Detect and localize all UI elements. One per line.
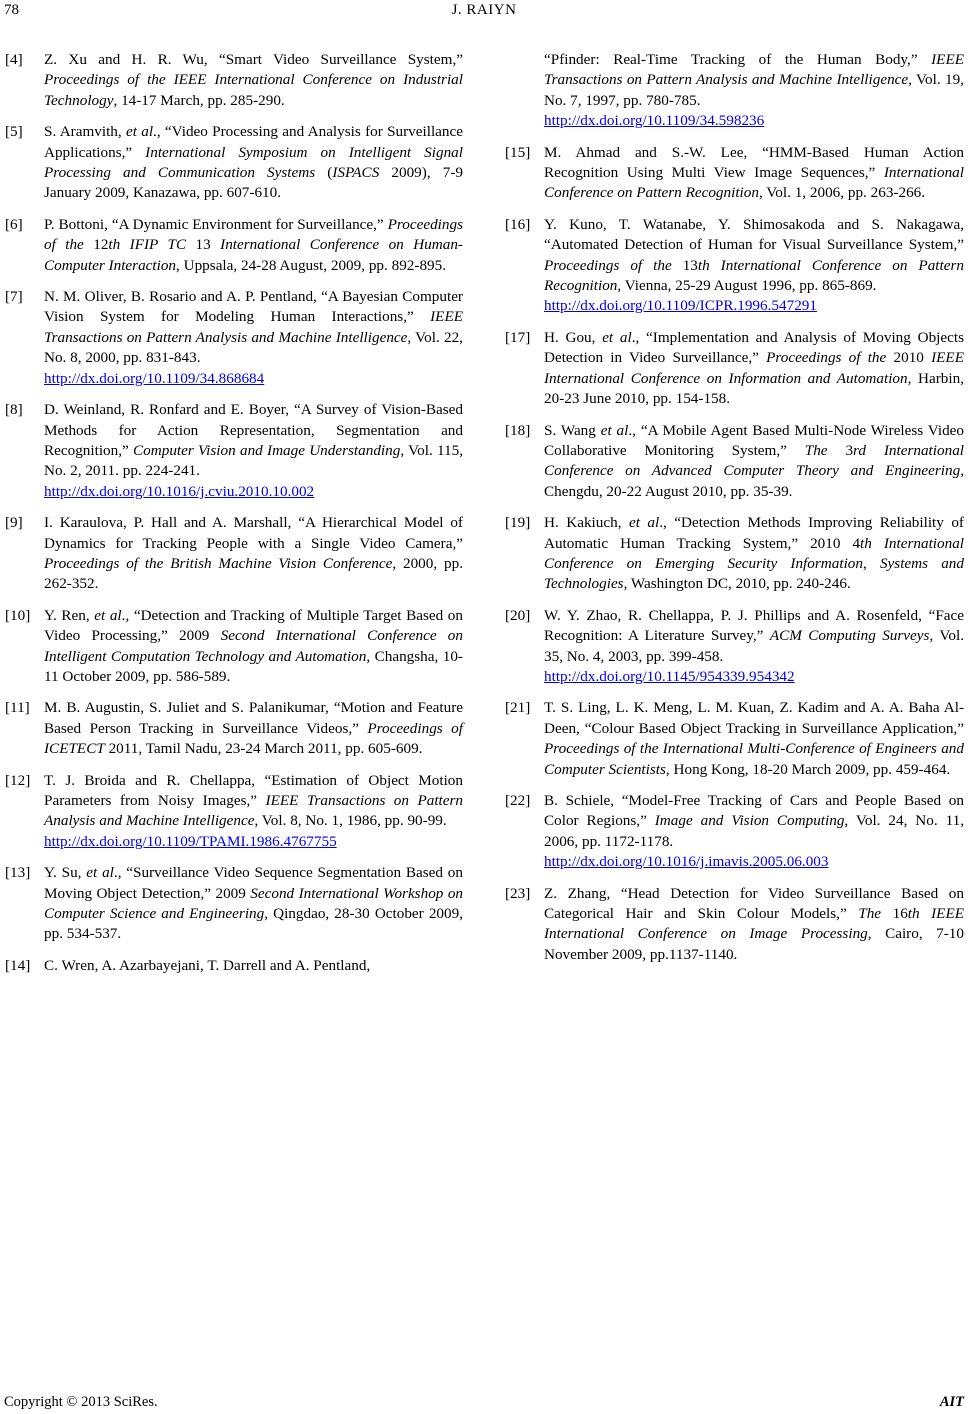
reference-text: IEEE Transactions on Pattern Analysis and Machine Intelligence xyxy=(44,792,464,830)
reference-text: , Vol. 8, No. 1, 1986, pp. 90-99. xyxy=(254,812,447,830)
reference-text: ., “Surveillance Video Sequence Segmentation Based on Moving Object Detection,” 2009 xyxy=(44,864,463,902)
reference-text: Y. Kuno, T. Watanabe, Y. Shimosakoda and S. Nakagawa, “Automated Detection of Human for Visual Surveillance System,” xyxy=(544,215,964,254)
reference-entry xyxy=(505,884,964,966)
reference-text: Proceedings of the xyxy=(544,256,683,274)
reference-body xyxy=(44,122,463,204)
reference-number: [23] xyxy=(505,884,531,902)
reference-text: , Vol. 1, 2006, pp. 263-266. xyxy=(758,184,926,202)
doi-link[interactable]: http://dx.doi.org/10.1109/TPAMI.1986.4767755 xyxy=(44,832,337,850)
reference-text: “Pfinder: Real-Time Tracking of the Human Body,” xyxy=(544,51,932,68)
doi-link[interactable]: http://dx.doi.org/10.1016/j.cviu.2010.10.002 xyxy=(44,482,315,500)
reference-body xyxy=(44,50,463,111)
reference-text: ACM Computing Surveys xyxy=(769,627,930,645)
reference-text: , Changsha, 10-11 October 2009, pp. 586-589. xyxy=(44,647,463,685)
reference-number: [5] xyxy=(5,123,23,141)
reference-text: Proceedings of ICETECT xyxy=(44,719,463,758)
reference-body xyxy=(544,421,964,503)
reference-text: P. Bottoni, “A Dynamic Environment for Surveillance,” xyxy=(44,215,388,233)
reference-body xyxy=(44,287,463,389)
reference-text: ., “A Mobile Agent Based Multi-Node Wireless Video Collaborative Monitoring System,” xyxy=(544,421,964,459)
reference-text: et al xyxy=(86,864,114,882)
reference-text: th International Conference on Emerging Security Information xyxy=(544,534,965,572)
reference-body xyxy=(44,606,463,688)
reference-entry xyxy=(5,698,463,759)
reference-body xyxy=(44,513,463,595)
reference-number: [10] xyxy=(5,606,31,624)
reference-text: th IFIP TC xyxy=(108,236,196,254)
reference-text: , Hong Kong, 18-20 March 2009, pp. 459-464. xyxy=(665,760,951,778)
reference-entry xyxy=(5,956,463,976)
reference-text: H. Kakiuch, xyxy=(544,514,629,532)
reference-body xyxy=(544,791,964,873)
reference-entry xyxy=(505,513,964,595)
reference-number: [6] xyxy=(5,215,23,233)
reference-entry xyxy=(5,606,463,688)
reference-number: [7] xyxy=(5,288,23,306)
reference-text: Proceedings of the xyxy=(766,349,894,367)
reference-entry xyxy=(5,513,463,595)
reference-body xyxy=(544,513,964,595)
reference-number: [17] xyxy=(505,328,531,346)
reference-body xyxy=(44,771,463,853)
reference-text: 2011, Tamil Nadu, 23-24 March 2011, pp. 605-609. xyxy=(104,740,423,758)
reference-number: [15] xyxy=(505,143,531,161)
reference-text: et al xyxy=(600,421,629,439)
reference-number: [14] xyxy=(5,956,31,974)
reference-text: Proceedings of the British Machine Vision Conference xyxy=(44,554,393,572)
reference-text: 16 xyxy=(892,905,908,923)
reference-text: IEEE International Conference on Information and Automation xyxy=(544,349,964,387)
reference-text: 13 xyxy=(682,256,698,274)
reference-text: , Vol. 22, No. 8, 2000, pp. 831-843. xyxy=(44,328,463,367)
reference-body xyxy=(44,956,463,976)
reference-text: , Uppsala, 24-28 August, 2009, pp. 892-895. xyxy=(176,256,447,274)
reference-body xyxy=(544,884,964,966)
reference-text: International Conference on Human-Computer Interaction xyxy=(44,236,463,274)
reference-text: , 14-17 March, pp. 285-290. xyxy=(113,91,285,109)
reference-body xyxy=(44,215,463,276)
reference-number: [19] xyxy=(505,514,531,532)
doi-link[interactable]: http://dx.doi.org/10.1109/34.868684 xyxy=(44,369,265,387)
reference-text: et al xyxy=(94,606,122,624)
reference-text: Z. Zhang, “Head Detection for Video Surveillance Based on Categorical Hair and Skin Colour Models,” xyxy=(544,884,964,923)
reference-number: [20] xyxy=(505,606,531,624)
reference-entry xyxy=(5,400,463,502)
reference-number: [16] xyxy=(505,215,531,233)
doi-link[interactable]: http://dx.doi.org/10.1109/ICPR.1996.547291 xyxy=(544,297,817,315)
reference-text: M. B. Augustin, S. Juliet and S. Palanikumar, “Motion and Feature Based Person Tracking in Surveillance Videos,” xyxy=(44,699,463,737)
reference-number: [22] xyxy=(505,792,531,809)
reference-text: , Harbin, 20-23 June 2010, pp. 154-158. xyxy=(544,369,964,408)
reference-text: Z. Xu and H. R. Wu, “Smart Video Surveillance System,” xyxy=(44,51,463,68)
reference-text: , Vienna, 25-29 August 1996, pp. 865-869. xyxy=(617,277,877,295)
reference-entry xyxy=(505,328,964,410)
reference-entry xyxy=(5,122,463,204)
doi-link[interactable]: http://dx.doi.org/10.1145/954339.954342 xyxy=(544,667,795,685)
reference-entry xyxy=(5,771,463,853)
reference-entry xyxy=(505,791,964,873)
reference-text: International Symposium on Intelligent Signal Processing and Communication Systems xyxy=(44,143,463,182)
reference-text: IEEE Transactions on Pattern Analysis and Machine Intelligence xyxy=(544,51,964,89)
page-footer xyxy=(0,1394,968,1414)
reference-text: ., “Detection and Tracking of Multiple Target Based on Video Processing,” 2009 xyxy=(44,606,463,645)
reference-text: 2009), 7-9 January 2009, Kanazawa, pp. 607-610. xyxy=(44,164,463,202)
reference-text: et al xyxy=(602,328,632,346)
reference-text: 3 xyxy=(845,441,854,459)
reference-text: ( xyxy=(315,164,333,182)
doi-link[interactable]: http://dx.doi.org/10.1016/j.imavis.2005.06.003 xyxy=(544,853,829,871)
reference-text: H. Gou, xyxy=(544,328,603,346)
reference-body xyxy=(44,400,463,502)
reference-text: Systems and Technologies xyxy=(544,554,964,593)
references-left-column xyxy=(5,50,463,987)
reference-text: C. Wren, A. Azarbayejani, T. Darrell and A. Pentland, xyxy=(44,956,371,974)
reference-text: Second International Conference on Intelligent Computation Technology and Automation xyxy=(44,627,463,665)
reference-text: The xyxy=(804,441,846,459)
reference-body xyxy=(544,698,964,780)
reference-text: rd International Conference on Advanced Computer Theory and Engineering xyxy=(544,441,965,480)
reference-text: , 2000, pp. 262-352. xyxy=(44,554,463,593)
reference-text: Y. Su, xyxy=(44,864,87,882)
reference-text: ISPACS xyxy=(332,164,380,182)
reference-text: International Conference on Pattern Recognition xyxy=(544,164,964,202)
reference-continuation xyxy=(544,50,964,132)
reference-number: [12] xyxy=(5,771,31,789)
reference-body xyxy=(544,215,964,317)
reference-text: 13 xyxy=(195,236,211,254)
reference-number: [11] xyxy=(5,699,30,717)
reference-text: Proceedings of the International Multi-Conference of Engineers and Computer Scientists xyxy=(544,740,964,778)
page-header xyxy=(0,0,968,30)
reference-text: Image and Vision Computing xyxy=(654,812,845,830)
reference-entry xyxy=(505,698,964,780)
reference-number: [4] xyxy=(5,51,23,68)
reference-entry xyxy=(505,215,964,317)
reference-text: The xyxy=(858,905,893,923)
reference-text: , Washington DC, 2010, pp. 240-246. xyxy=(623,575,851,593)
reference-text: ., “Implementation and Analysis of Moving Objects Detection in Video Surveillance,” xyxy=(544,328,964,367)
reference-text: 2010 xyxy=(893,349,924,367)
running-author: J. RAIYN xyxy=(451,2,517,18)
copyright-notice: Copyright © 2013 SciRes. xyxy=(4,1394,158,1410)
reference-text: , Vol. 24, No. 11, 2006, pp. 1172-1178. xyxy=(544,812,964,850)
reference-text: et al xyxy=(628,514,660,532)
references-right-column xyxy=(505,50,964,976)
reference-text: W. Y. Zhao, R. Chellappa, P. J. Phillips and A. Rosenfeld, “Face Recognition: A Literature Survey,” xyxy=(544,606,964,645)
reference-text: , Qingdao, 28-30 October 2009, pp. 534-537. xyxy=(44,905,463,943)
reference-body xyxy=(44,863,463,945)
reference-text: et al xyxy=(125,123,154,141)
reference-text: Y. Ren, xyxy=(44,606,95,624)
reference-text: IEEE Transactions on Pattern Analysis and Machine Intelligence xyxy=(44,308,463,346)
journal-abbrev: AIT xyxy=(939,1394,964,1410)
reference-text: , Vol. 115, No. 2, 2011. pp. 224-241. xyxy=(44,441,464,480)
reference-text: , Cairo, 7-10 November 2009, pp.1137-1140. xyxy=(544,925,964,963)
reference-body xyxy=(44,698,463,759)
page-number: 78 xyxy=(4,2,19,18)
doi-link[interactable]: http://dx.doi.org/10.1109/34.598236 xyxy=(544,112,765,130)
reference-number: [9] xyxy=(5,514,23,532)
reference-text: I. Karaulova, P. Hall and A. Marshall, “A Hierarchical Model of Dynamics for Tracking People with a Single Video Camera,” xyxy=(44,514,463,552)
reference-text: , xyxy=(862,554,880,572)
reference-number: [18] xyxy=(505,421,531,439)
reference-entry xyxy=(5,50,463,111)
reference-number: [21] xyxy=(505,699,531,717)
reference-text: Second International Workshop on Computer Science and Engineering xyxy=(44,884,464,923)
reference-number: [13] xyxy=(5,864,31,882)
reference-body xyxy=(544,606,964,688)
reference-entry xyxy=(5,287,463,389)
reference-text: Proceedings of the xyxy=(44,215,463,254)
reference-text: , Vol. 35, No. 4, 2003, pp. 399-458. xyxy=(544,627,964,665)
reference-text: , Chengdu, 20-22 August 2010, pp. 35-39. xyxy=(544,462,964,500)
reference-text: T. J. Broida and R. Chellappa, “Estimation of Object Motion Parameters from Noisy Images,” xyxy=(44,771,463,809)
reference-entry xyxy=(505,421,964,503)
reference-text: ., “Video Processing and Analysis for Surveillance Applications,” xyxy=(44,123,463,161)
reference-text: Proceedings of the IEEE International Conference on Industrial Technology xyxy=(44,71,463,109)
reference-text: th International Conference on Pattern Recognition xyxy=(544,256,964,295)
reference-text: S. Aramvith, xyxy=(44,123,126,141)
reference-body xyxy=(544,328,964,410)
reference-text: S. Wang xyxy=(544,421,601,439)
reference-text: 12 xyxy=(93,236,109,254)
reference-text: Computer Vision and Image Understanding xyxy=(133,441,401,459)
reference-entry xyxy=(5,215,463,276)
reference-text: B. Schiele, “Model-Free Tracking of Cars and People Based on Color Regions,” xyxy=(544,792,964,830)
reference-text: N. M. Oliver, B. Rosario and A. P. Pentland, “A Bayesian Computer Vision System for Modeling Human Interactions,” xyxy=(44,288,463,326)
reference-entry xyxy=(505,143,964,204)
reference-entry xyxy=(505,606,964,688)
reference-body xyxy=(544,143,964,204)
reference-text: , Vol. 19, No. 7, 1997, pp. 780-785. xyxy=(544,71,964,109)
reference-number: [8] xyxy=(5,401,23,419)
reference-text: T. S. Ling, L. K. Meng, L. M. Kuan, Z. Kadim and A. A. Baha Al-Deen, “Colour Based Object Tracking in Surveillance Application,” xyxy=(544,699,964,737)
reference-text: D. Weinland, R. Ronfard and E. Boyer, “A Survey of Vision-Based Methods for Action Representation, Segmentation and Recognition,” xyxy=(44,401,463,459)
reference-text: th IEEE International Conference on Image Processing xyxy=(544,905,965,943)
reference-text: ., “Detection Methods Improving Reliability of Automatic Human Tracking System,” 2010 4 xyxy=(544,514,964,552)
reference-entry xyxy=(5,863,463,945)
reference-text: M. Ahmad and S.-W. Lee, “HMM-Based Human Action Recognition Using Multi View Image Sequences,” xyxy=(544,143,964,182)
